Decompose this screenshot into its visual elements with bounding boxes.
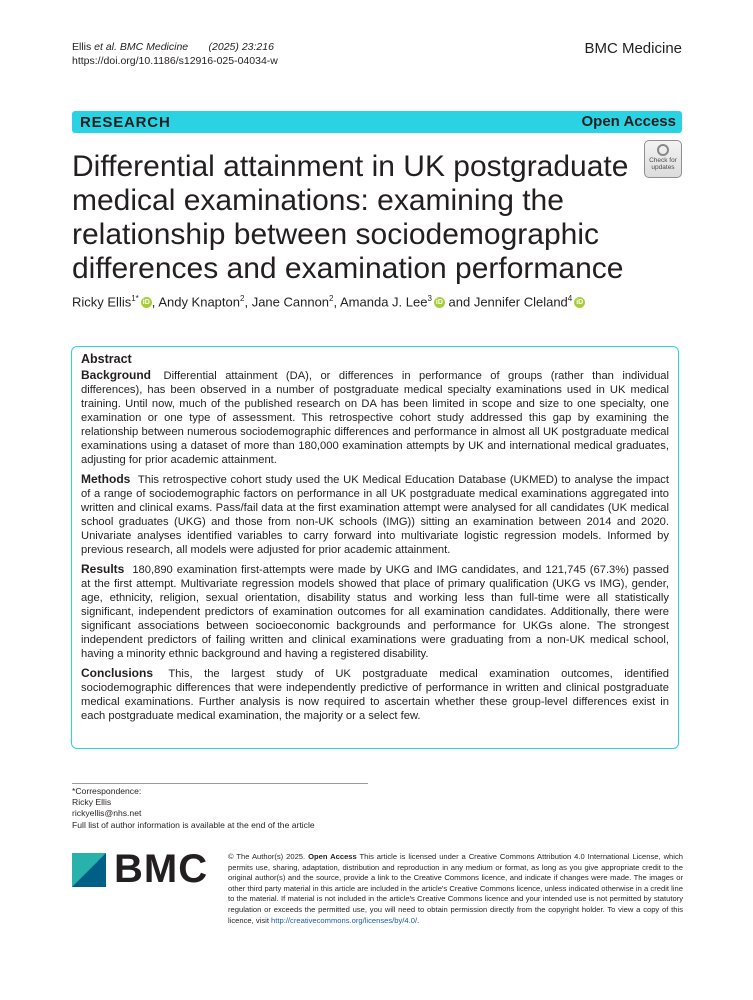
correspondence-email[interactable]: rickyellis@nhs.net <box>72 808 142 819</box>
author-name[interactable]: Jennifer Cleland <box>473 294 568 310</box>
journal-name: BMC Medicine <box>584 40 682 57</box>
license-link[interactable]: http://creativecommons.org/licenses/by/4.0/ <box>271 915 418 925</box>
conclusions-label: Conclusions <box>81 666 154 680</box>
check-updates-line2: updates <box>651 164 675 171</box>
author-affiliation: 2 <box>240 294 245 303</box>
citation-authors: Ellis <box>72 41 95 53</box>
methods-label: Methods <box>81 472 131 486</box>
open-access-label: Open Access <box>581 113 676 130</box>
background-label: Background <box>81 368 152 382</box>
author-affiliation: 3 <box>427 294 432 303</box>
author-name[interactable]: Andy Knapton <box>158 294 240 310</box>
methods-text: This retrospective cohort study used the UK Medical Education Database (UKMED) to analyse the impact of a range of sociodemographic factors on performance in all UK postgraduate medical examinations aggregated into written and clinical exams. Pass/fail data at the first examination attempt were analysed for all candidates (UK medical school graduates (UKG) and those from non-UK schools (IMG)) sitting an examination between 2014 and 2020. Univariate analyses identified variables to carry forward into multivariate logistic regression models. Informed by previous research, all models were adjusted for prior academic attainment. <box>81 474 670 556</box>
article-title: Differential attainment in UK postgraduate medical examinations: examining the relationship between sociodemographic differences and examination performance <box>72 150 629 285</box>
bmc-logo-mark <box>72 853 106 887</box>
article-type-banner <box>72 111 682 133</box>
license-open-access: Open Access <box>308 852 357 861</box>
abstract-background <box>81 368 669 467</box>
orcid-icon[interactable]: iD <box>142 299 150 307</box>
footnote-divider <box>72 783 368 784</box>
citation-header <box>72 40 278 68</box>
author-affiliation: 2 <box>329 294 334 303</box>
license-prefix: © The Author(s) 2025. <box>228 852 309 861</box>
author-name[interactable]: Amanda J. Lee <box>340 294 428 310</box>
check-updates-icon <box>657 144 669 156</box>
doi-link[interactable]: https://doi.org/10.1186/s12916-025-04034-w <box>72 55 278 67</box>
abstract-box <box>71 346 679 749</box>
author-separator: and <box>444 294 474 310</box>
author-affiliation: 1* <box>131 294 139 303</box>
results-label: Results <box>81 562 125 576</box>
author-separator: , <box>333 294 340 310</box>
bmc-logo-text: BMC <box>114 847 209 891</box>
license-statement <box>228 852 683 926</box>
citation-issue: (2025) 23:216 <box>208 41 274 53</box>
author-separator: , <box>151 294 159 310</box>
correspondence-label: *Correspondence: <box>72 786 142 796</box>
background-text: Differential attainment (DA), or differences in performance of groups (rather than individual differences), has been observed in a number of postgraduate medical specialty examinations used in UK medical training. Until now, much of the published research on DA has been limited in scope and size to one specialty, one examination or one type of assessment. This retrospective cohort study addressed this gap by examining the relationship between numerous sociodemographic differences and performance in almost all UK postgraduate medical examinations using a dataset of more than 180,000 examination attempts by UK and international medical graduates, adjusting for prior academic attainment. <box>81 370 669 466</box>
license-suffix: . <box>417 915 420 925</box>
author-list <box>72 290 585 311</box>
conclusions-text: This, the largest study of UK postgraduate medical examination outcomes, identified sociodemographic differences that were independently predictive of performance in written and clinical postgraduate medical examinations. Further analysis is now required to ascertain whether these group-level differences exist in each postgraduate medical examination, the majority or a select few. <box>81 668 669 722</box>
check-updates-line1: Check for <box>649 157 677 164</box>
correspondence-block <box>72 786 315 831</box>
orcid-icon[interactable]: iD <box>435 299 443 307</box>
orcid-icon[interactable]: iD <box>576 299 584 307</box>
bmc-logo <box>72 847 212 891</box>
results-text: 180,890 examination first-attempts were made by UKG and IMG candidates, and 121,745 (67.3%) passed at the first attempt. Multivariate regression models showed that place of primary qualification (UKG vs IMG), gender, age, ethnicity, religion, sexual orientation, disability status and working less than full-time were all statistically significant, independent predictors of examination outcomes for all examination candidates. Additionally, there were significant associations between socioeconomic backgrounds and performance for UKGs alone. The strongest independent predictors of failing written and clinical examinations were graduating from a non-UK medical school, having a minority ethnic background and having a registered disability. <box>81 564 669 660</box>
citation-journal: et al. BMC Medicine <box>94 41 189 53</box>
author-name[interactable]: Jane Cannon <box>251 294 330 310</box>
correspondence-note: Full list of author information is available at the end of the article <box>72 819 315 830</box>
abstract-results <box>81 562 669 661</box>
author-affiliation: 4 <box>567 294 573 303</box>
abstract-heading: Abstract <box>81 352 132 366</box>
article-type-label: RESEARCH <box>80 114 171 131</box>
correspondence-name: Ricky Ellis <box>72 797 112 808</box>
abstract-conclusions <box>81 666 669 723</box>
check-for-updates-badge[interactable] <box>644 140 682 178</box>
license-body: This article is licensed under a Creative Commons Attribution 4.0 International License, which permits use, sharing, adaptation, distribution and reproduction in any medium or format, as long as you give appropriate credit to the original author(s) and the source, provide a link to the Creative Commons licence, and indicate if changes were made. The images or other third party material in this article are included in the article's Creative Commons licence, unless indicated otherwise in a credit line to the material. If material is not included in the article's Creative Commons licence and your intended use is not permitted by statutory regulation or exceeds the permitted use, you will need to obtain permission directly from the copyright holder. To view a copy of this licence, visit <box>228 852 683 925</box>
author-name[interactable]: Ricky Ellis <box>72 294 132 310</box>
author-separator: , <box>244 294 252 310</box>
abstract-methods <box>81 472 669 557</box>
